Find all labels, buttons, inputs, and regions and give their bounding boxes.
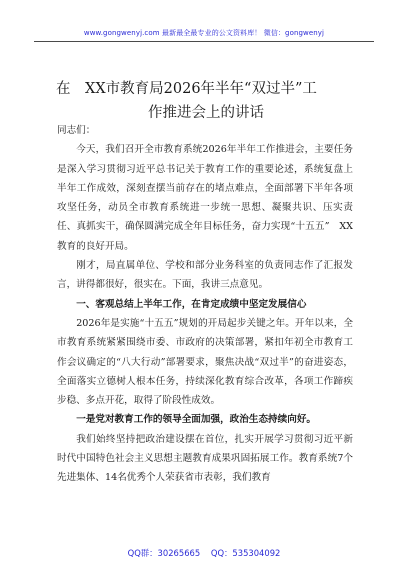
header-divider <box>34 41 374 42</box>
section-heading-1: 一、客观总结上半年工作，在肯定成绩中坚定发展信心 <box>76 298 307 310</box>
subheading-1: 一是党对教育工作的领导全面加强，政治生态持续向好。 <box>76 414 317 426</box>
title-line-2: 作推进会上的讲话 <box>148 105 264 121</box>
qq-group-text: QQ群：30265665 <box>127 548 201 558</box>
paragraph-intro: 今天，我们召开全市教育系统2026年半年工作推进会，主要任务是深入学习贯彻习近平总书记关于教育工作的重要论述，系统复盘上半年工作成效，深刻查摆当前存在的堵点难点，全面部署下半年各项攻坚任务，动员全市教育系统进一步统一思想、凝聚共识、压实责任、真抓实干，确保圆满完成全年目标任务，奋力实现“十五五” XX教育的良好开局。 <box>57 144 353 252</box>
document-title <box>56 77 356 125</box>
site-header: www.gongwenyj.com 最新最全最专业的公文资料库！ 微信：gongwenyj <box>83 29 325 37</box>
qq-contact-text: QQ：535304092 <box>210 548 281 558</box>
paragraph-party-leadership: 我们始终坚持把政治建设摆在首位，扎实开展学习贯彻习近平新时代中国特色社会主义思想主题教育成果巩固拓展工作。教育系统7个先进集体、14名优秀个人荣获省市表彰，我们教育 <box>57 433 353 484</box>
document-body <box>57 121 353 488</box>
site-footer <box>0 547 408 559</box>
paragraph-overview: 2026年是实施“十五五”规划的开局起步关键之年。开年以来，全市教育系统紧紧围绕市委、市政府的决策部署，紧扣年初全市教育工作会议确定的“八大行动”部署要求，聚焦决战“双过半”的奋进姿态，全面落实立德树人根本任务，持续深化教育综合改革，各项工作蹄疾步稳、多点开花，取得了阶段性成效。 <box>57 317 353 407</box>
paragraph-reports: 刚才，局直属单位、学校和部分业务科室的负责同志作了汇报发言，讲得都很好，很实在。下面，我讲三点意见。 <box>57 260 353 291</box>
title-line-1: 在 XX市教育局2026年半年“双过半”工 <box>56 81 317 97</box>
salutation: 同志们： <box>57 125 96 136</box>
